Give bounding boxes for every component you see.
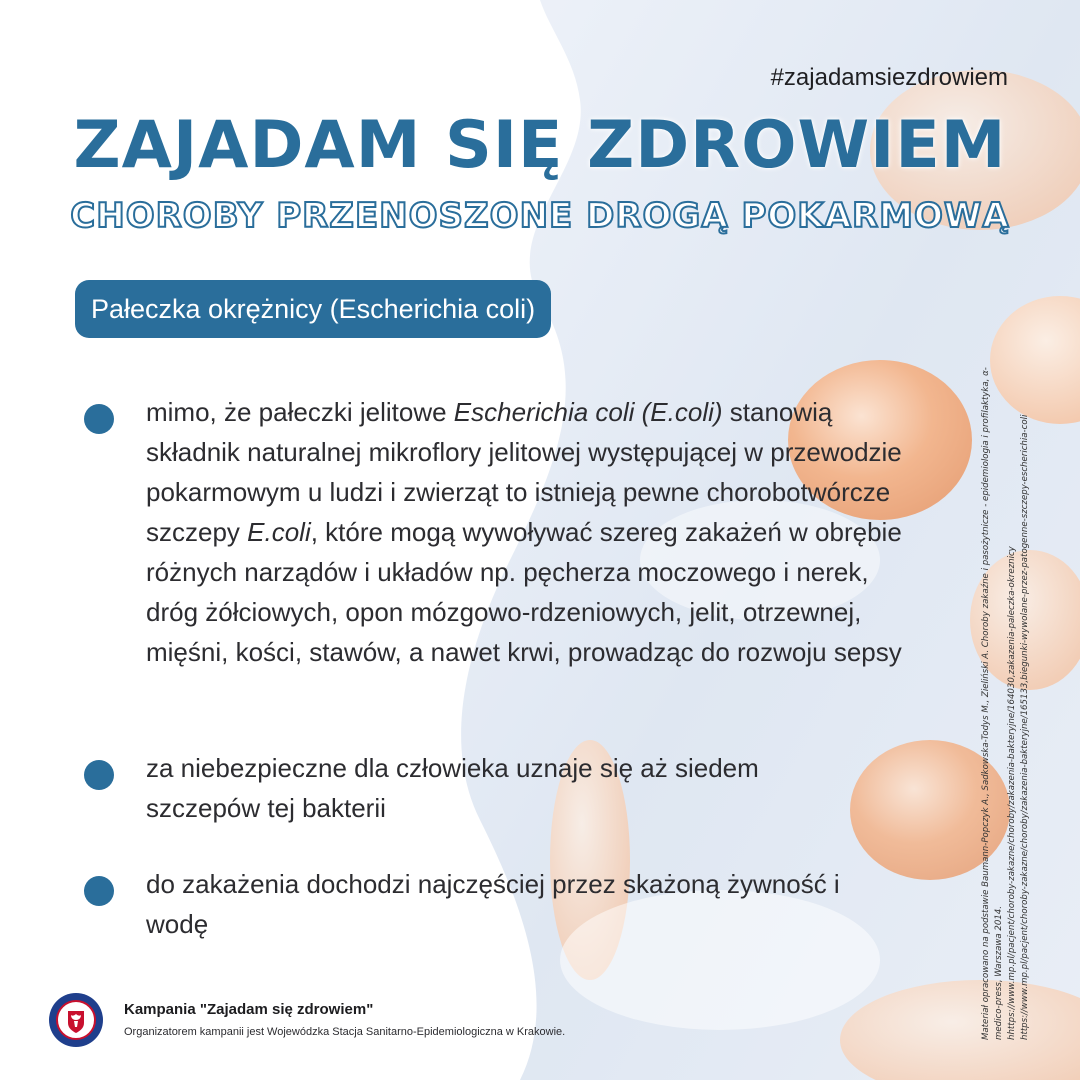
campaign-organizer: Organizatorem kampanii jest Wojewódzka Stacja Sanitarno-Epidemiologiczna w Krakowie. — [124, 1026, 566, 1038]
source-line: medico-press, Warszawa 2014. — [994, 906, 1004, 1040]
bullet-text — [146, 392, 914, 672]
bullet-item — [84, 392, 914, 672]
campaign-name: Kampania "Zajadam się zdrowiem" — [124, 1001, 374, 1018]
topic-badge: Pałeczka okrężnicy (Escherichia coli) — [75, 280, 551, 338]
bullet-item — [84, 748, 914, 828]
bullet-dot-icon — [84, 876, 114, 906]
bullet-text: do zakażenia dochodzi najczęściej przez skażoną żywność i wodę — [146, 869, 840, 939]
page-subtitle: CHOROBY PRZENOSZONE DROGĄ POKARMOWĄ — [70, 196, 1010, 236]
bullet-text-part: , które mogą wywoływać szereg zakażeń w obrębie różnych narządów i układów np. pęcherza moczowego i nerek, dróg żółciowych, opon mózgowo-rdzeniowych, jelit, otrzewnej, mięśni, kości, stawów, a nawet krwi, prowadząc do rozwoju sepsy — [146, 517, 902, 667]
bullet-text: za niebezpieczne dla człowieka uznaje się aż siedem szczepów tej bakterii — [146, 753, 759, 823]
footer — [48, 992, 565, 1048]
source-line: Materiał opracowano na podstawie Baumann-Popczyk A., Sadkowska-Todys M., Zieliński A. Choroby zakaźne i pasożytnicze - epidemiologia i profilaktyka, α- — [981, 367, 991, 1040]
bullet-text-italic: Escherichia coli (E.coli) — [453, 397, 723, 427]
bullet-dot-icon — [84, 404, 114, 434]
sanitary-inspection-emblem-icon — [48, 992, 104, 1048]
source-link: https://www.mp.pl/pacjent/choroby-zakazne/choroby/zakazenia-bakteryjne/165133,biegunki-wywolane-przez-patogenne-szczepy-escherichia-coli — [1020, 414, 1030, 1040]
sources-note — [980, 367, 1050, 1040]
bullet-text-part: stanowią składnik naturalnej mikroflory jelitowej występującej w przewodzie pokarmowym u ludzi i zwierząt to istnieją pewne chorobotwórcze szczepy — [146, 397, 902, 547]
hashtag: #zajadamsiezdrowiem — [770, 64, 1008, 91]
bullet-text-italic: E.coli — [247, 517, 311, 547]
bullet-text-part: mimo, że pałeczki jelitowe — [146, 397, 454, 427]
source-link: hhttps://www.mp.pl/pacjent/choroby-zakazne/choroby/zakazenia-bakteryjne/164030,zakazenia-paleczka-okreznicy — [1007, 546, 1017, 1040]
bullet-item — [84, 864, 914, 944]
bullet-dot-icon — [84, 760, 114, 790]
page-title: ZAJADAM SIĘ ZDROWIEM — [73, 108, 1007, 183]
